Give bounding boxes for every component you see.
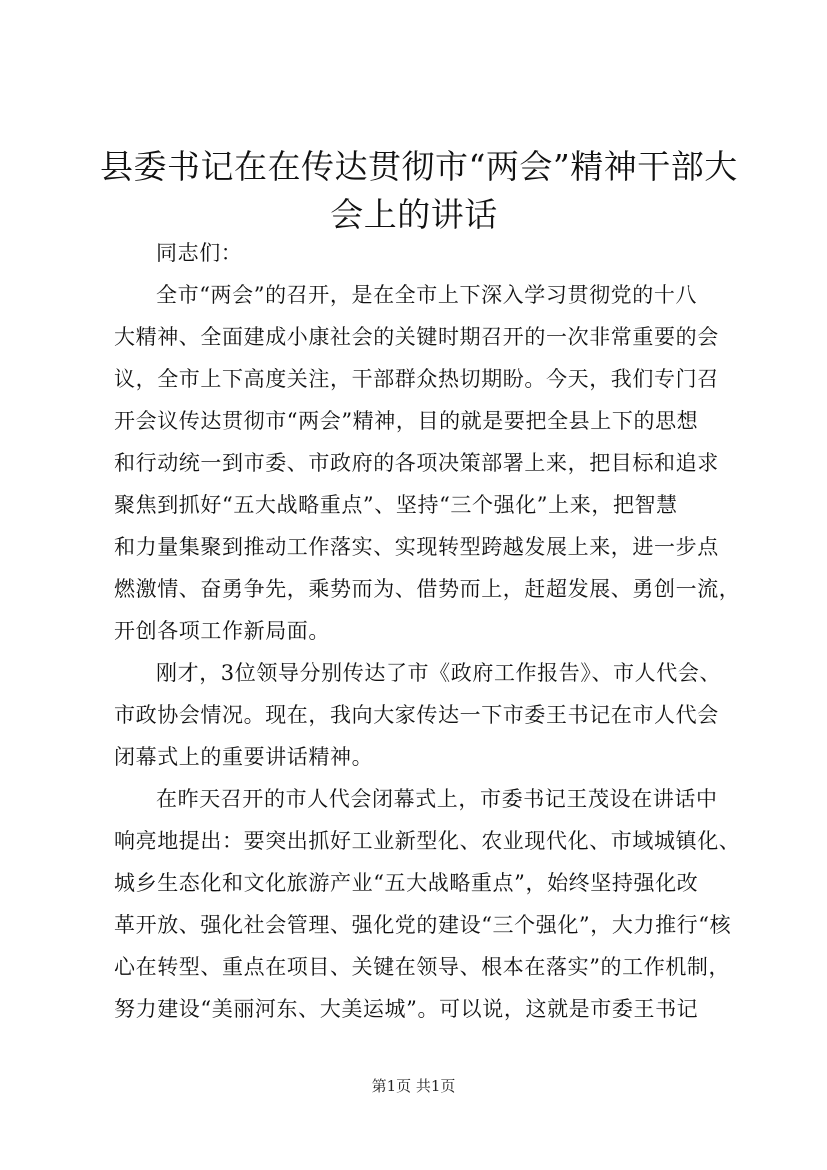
paragraph-line: 议，全市上下高度关注，干部群众热切期盼。今天，我们专门召 <box>114 367 719 391</box>
paragraph-line: 大精神、全面建成小康社会的关键时期召开的一次非常重要的会 <box>114 325 719 349</box>
paragraph-line: 和行动统一到市委、市政府的各项决策部署上来，把目标和追求 <box>114 451 719 475</box>
page-footer: 第1页 共1页 <box>371 1077 456 1095</box>
document-body <box>114 232 742 1030</box>
paragraph-line: 闭幕式上的重要讲话精神。 <box>114 745 374 769</box>
paragraph-line: 聚焦到抓好“五大战略重点”、坚持“三个强化”上来，把智慧 <box>114 493 678 517</box>
paragraph-line: 响亮地提出：要突出抓好工业新型化、农业现代化、市域城镇化、 <box>114 829 741 853</box>
document-title <box>100 143 738 239</box>
title-line-1: 县委书记在在传达贯彻市“两会”精神干部大 <box>100 147 738 186</box>
paragraph-3 <box>114 778 742 1030</box>
paragraph-1 <box>114 274 742 652</box>
paragraph-2 <box>114 652 742 778</box>
paragraph-line: 努力建设“美丽河东、大美运城”。可以说，这就是市委王书记 <box>114 997 699 1021</box>
paragraph-line: 开会议传达贯彻市“两会”精神，目的就是要把全县上下的思想 <box>114 409 699 433</box>
paragraph-line: 城乡生态化和文化旅游产业“五大战略重点”，始终坚持强化改 <box>114 871 699 895</box>
title-line-2: 会上的讲话 <box>330 195 498 234</box>
paragraph-line: 全市“两会”的召开，是在全市上下深入学习贯彻党的十八 <box>156 283 698 307</box>
paragraph-line: 市政协会情况。现在，我向大家传达一下市委王书记在市人代会 <box>114 703 719 727</box>
paragraph-line: 燃激情、奋勇争先，乘势而为、借势而上，赶超发展、勇创一流， <box>114 577 741 601</box>
paragraph-line: 在昨天召开的市人代会闭幕式上，市委书记王茂设在讲话中 <box>156 787 718 811</box>
paragraph-line: 刚才，3位领导分别传达了市《政府工作报告》、市人代会、 <box>156 661 722 685</box>
paragraph-line: 革开放、强化社会管理、强化党的建设“三个强化”，大力推行“核 <box>114 913 732 937</box>
salutation: 同志们： <box>156 241 243 265</box>
paragraph-line: 和力量集聚到推动工作落实、实现转型跨越发展上来，进一步点 <box>114 535 719 559</box>
paragraph-line: 心在转型、重点在项目、关键在领导、根本在落实”的工作机制， <box>114 955 731 979</box>
paragraph-line: 开创各项工作新局面。 <box>114 619 330 643</box>
